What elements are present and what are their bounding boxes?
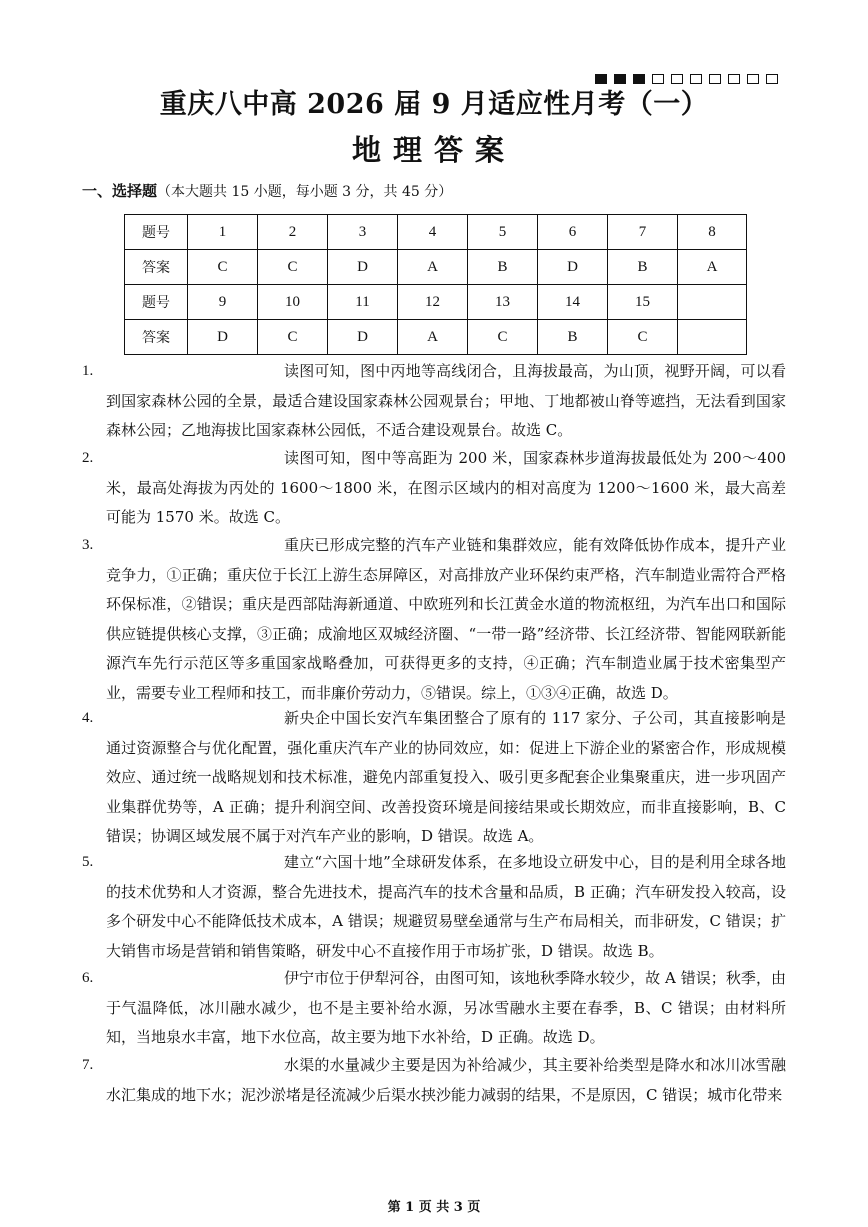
explanation-number: 5. [82, 854, 94, 870]
explanation-text: 新央企中国长安汽车集团整合了原有的 117 家分、子公司，其直接影响是通过资源整合与优化配置，强化重庆汽车产业的协同效应，如：促进上下游企业的紧密合作，形成规模效应、通过统一战略规划和技术标准，避免内部重复投入、吸引更多配套企业集聚重庆，进一步巩固产业集群优势等，A 正确；提升利润空间、改善投资环境是间接结果或长期效应，而非直接影响，B、C 错误；协调区域发展不属于对汽车产业的影响，D 错误。故选 A。 [106, 709, 786, 845]
question-number-cell: 13 [468, 285, 538, 320]
explanation-item [82, 848, 786, 966]
answer-cell: C [468, 320, 538, 355]
section-heading-label: 一、选择题 [82, 182, 158, 200]
row-label: 答案 [125, 320, 188, 355]
answer-cell: C [258, 320, 328, 355]
explanation-item [82, 357, 786, 446]
section-heading-note: （本大题共 15 小题，每小题 3 分，共 45 分） [157, 184, 453, 200]
question-number-cell: 9 [188, 285, 258, 320]
question-number-cell: 6 [538, 215, 608, 250]
question-number-cell: 5 [468, 215, 538, 250]
explanation-item [82, 964, 786, 1053]
explanation-item [82, 704, 786, 852]
question-number-cell: 7 [608, 215, 678, 250]
page-title: 重庆八中高 2026 届 9 月适应性月考（一） [159, 89, 709, 120]
explanation-number: 7. [82, 1057, 94, 1073]
explanation-item [82, 444, 786, 533]
answer-cell: A [398, 320, 468, 355]
answer-cell: C [258, 250, 328, 285]
explanation-number: 1. [82, 363, 94, 379]
explanation-text: 重庆已形成完整的汽车产业链和集群效应，能有效降低协作成本，提升产业竞争力，①正确；重庆位于长江上游生态屏障区，对高排放产业环保约束严格，汽车制造业需符合严格环保标准，②错误；重庆是西部陆海新通道、中欧班列和长江黄金水道的物流枢纽，为汽车出口和国际供应链提供核心支撑，③正确；成渝地区双城经济圈、“一带一路”经济带、长江经济带、智能网联新能源汽车先行示范区等多重国家战略叠加，可获得更多的支持，④正确；汽车制造业属于技术密集型产业，需要专业工程师和技工，而非廉价劳动力，⑤错误。综上，①③④正确，故选 D。 [106, 536, 786, 702]
page-footer: 第 1 页 共 3 页 [387, 1200, 481, 1215]
answer-cell [678, 320, 747, 355]
explanation-item [82, 1051, 786, 1110]
question-number-cell: 10 [258, 285, 328, 320]
question-number-cell: 3 [328, 215, 398, 250]
table-row-answers [125, 250, 747, 285]
section-heading [82, 180, 452, 201]
answer-cell: D [328, 320, 398, 355]
explanation-text: 建立“六国十地”全球研发体系，在多地设立研发中心，目的是利用全球各地的技术优势和人才资源，整合先进技术，提高汽车的技术含量和品质，B 正确；汽车研发投入较高，设多个研发中心不能降低技术成本，A 错误；规避贸易壁垒通常与生产布局相关，而非研发，C 错误；扩大销售市场是营销和销售策略，研发中心不直接作用于市场扩张，D 错误。故选 B。 [106, 853, 786, 960]
question-number-cell: 2 [258, 215, 328, 250]
table-row-answers [125, 320, 747, 355]
explanation-text: 水渠的水量减少主要是因为补给减少，其主要补给类型是降水和冰川冰雪融水汇集成的地下水；泥沙淤堵是径流减少后渠水挟沙能力减弱的结果，不是原因，C 错误；城市化带来 [106, 1056, 786, 1104]
explanation-number: 4. [82, 710, 94, 726]
answer-cell: B [608, 250, 678, 285]
explanation-number: 6. [82, 970, 94, 986]
row-label: 题号 [125, 215, 188, 250]
explanation-number: 3. [82, 537, 94, 553]
answer-cell: C [608, 320, 678, 355]
explanation-text: 伊宁市位于伊犁河谷，由图可知，该地秋季降水较少，故 A 错误；秋季，由于气温降低，冰川融水减少，也不是主要补给水源，另冰雪融水主要在春季，B、C 错误；由材料所知，当地泉水丰富，地下水位高，故主要为地下水补给，D 正确。故选 D。 [106, 969, 786, 1046]
answer-cell: B [538, 320, 608, 355]
row-label: 答案 [125, 250, 188, 285]
row-label: 题号 [125, 285, 188, 320]
question-number-cell: 1 [188, 215, 258, 250]
answer-cell: A [678, 250, 747, 285]
question-number-cell: 11 [328, 285, 398, 320]
answer-cell: B [468, 250, 538, 285]
answer-cell: A [398, 250, 468, 285]
page-subtitle: 地理答案 [351, 133, 516, 167]
answer-cell: C [188, 250, 258, 285]
question-number-cell: 8 [678, 215, 747, 250]
answer-table [124, 214, 747, 355]
explanation-number: 2. [82, 450, 94, 466]
question-number-cell: 4 [398, 215, 468, 250]
explanation-item [82, 531, 786, 708]
question-number-cell [678, 285, 747, 320]
table-row-questions [125, 215, 747, 250]
explanation-text: 读图可知，图中丙地等高线闭合，且海拔最高，为山顶，视野开阔，可以看到国家森林公园的全景，最适合建设国家森林公园观景台；甲地、丁地都被山脊等遮挡，无法看到国家森林公园；乙地海拔比国家森林公园低，不适合建设观景台。故选 C。 [106, 362, 786, 439]
answer-cell: D [328, 250, 398, 285]
answer-cell: D [188, 320, 258, 355]
table-row-questions [125, 285, 747, 320]
question-number-cell: 12 [398, 285, 468, 320]
question-number-cell: 14 [538, 285, 608, 320]
answer-cell: D [538, 250, 608, 285]
explanation-text: 读图可知，图中等高距为 200 米，国家森林步道海拔最低处为 200～400 米，最高处海拔为丙处的 1600～1800 米，在图示区域内的相对高度为 1200～1600 米，最大高差可能为 1570 米。故选 C。 [106, 449, 786, 526]
question-number-cell: 15 [608, 285, 678, 320]
